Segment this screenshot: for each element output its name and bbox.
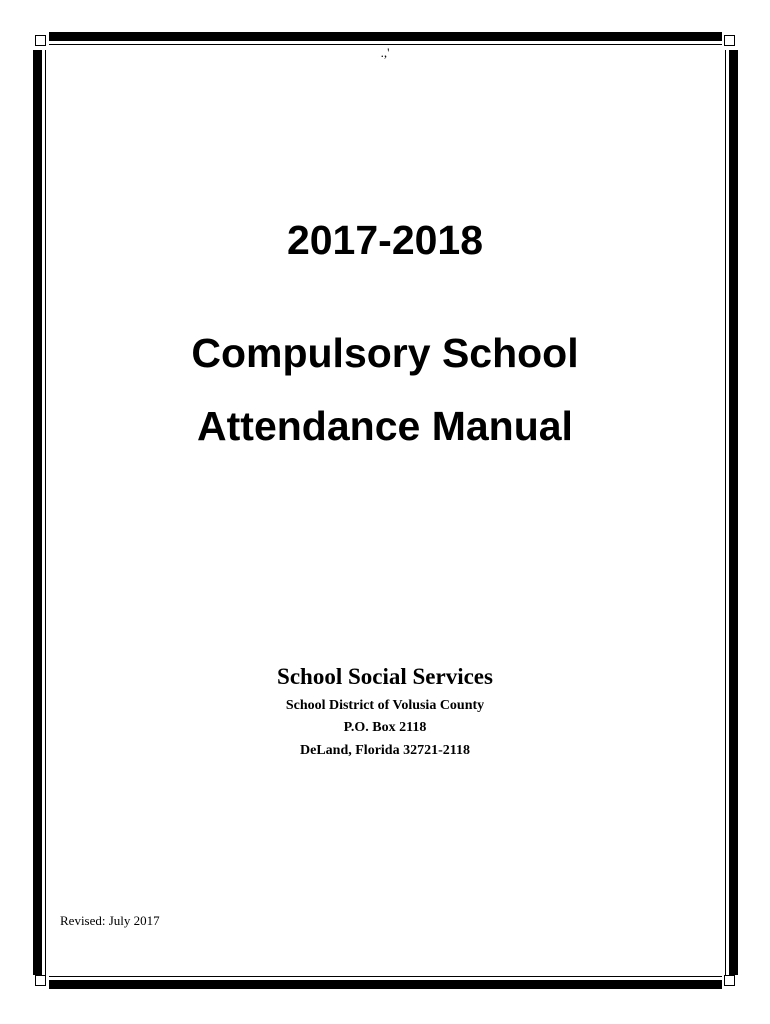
border-top xyxy=(49,32,722,41)
border-inner-bottom xyxy=(49,976,722,977)
border-corner-bottom-right xyxy=(724,975,735,986)
department-name: School Social Services xyxy=(277,664,493,689)
document-title-line-2: Attendance Manual xyxy=(197,403,573,449)
border-corner-bottom-left xyxy=(35,975,46,986)
document-title-line-1: Compulsory School xyxy=(191,330,579,376)
address-line-2: P.O. Box 2118 xyxy=(343,720,427,735)
border-inner-left xyxy=(45,50,46,975)
border-inner-right xyxy=(725,50,726,975)
border-left xyxy=(33,50,42,975)
address-line-1: School District of Volusia County xyxy=(285,698,485,713)
top-mark: .,' xyxy=(380,45,390,60)
border-bottom xyxy=(49,980,722,989)
document-year: 2017-2018 xyxy=(286,217,484,263)
revised-date: Revised: July 2017 xyxy=(60,913,160,928)
border-right xyxy=(729,50,738,975)
address-line-3: DeLand, Florida 32721-2118 xyxy=(300,743,470,758)
